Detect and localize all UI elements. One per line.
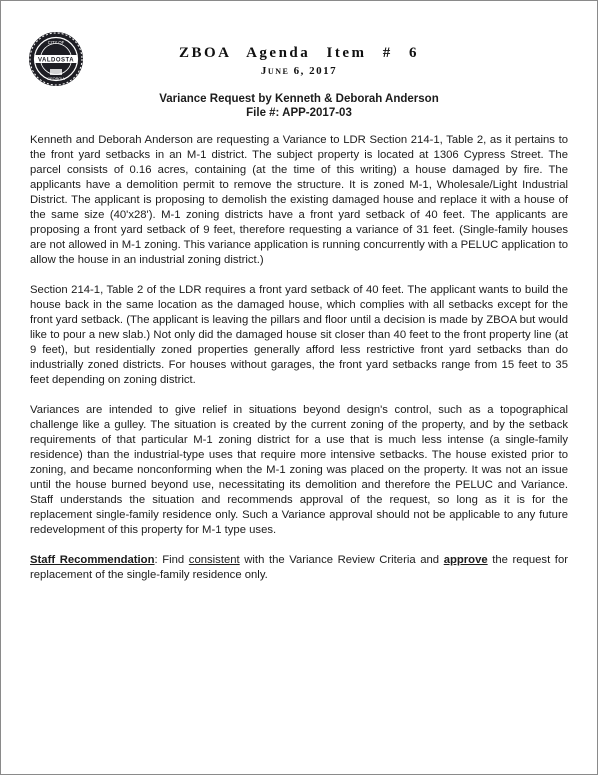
seal-banner-text: VALDOSTA bbox=[37, 57, 75, 64]
document-body bbox=[1, 133, 597, 583]
agenda-date: June 6, 2017 bbox=[260, 65, 338, 77]
recommendation-text-mid: with the Variance Review Criteria and bbox=[239, 554, 444, 566]
variance-request-subtitle: Variance Request by Kenneth & Deborah Anderson bbox=[159, 93, 439, 105]
agenda-item-title: ZBOA Agenda Item # 6 bbox=[178, 45, 419, 61]
paragraph-setback-analysis: Section 214-1, Table 2 of the LDR requires a front yard setback of 40 feet. The applicant wants to build the house back in the same location as the damaged house, which complies with all setbacks except for the front yard setback. (The applicant is leaving the pillars and floor until a decision is made by ZBOA but would like to pour a new slab.) Not only did the damaged house sit closer than 40 feet to the front property line (at 9 feet), but residentially zoned properties generally afford less restrictive front yard setbacks than do industrially zoned districts. For houses without garages, the front yard setbacks range from 15 feet to 35 feet depending on zoning district. bbox=[30, 284, 568, 386]
svg-text:CITY OF: CITY OF bbox=[47, 40, 65, 45]
file-number: File #: APP-2017-03 bbox=[246, 107, 352, 119]
svg-text:GEORGIA: GEORGIA bbox=[47, 77, 65, 81]
paragraph-variance-rationale: Variances are intended to give relief in situations beyond design's control, such as a topographical challenge like a gulley. The situation is created by the current zoning of the property, and by the setback requirements of that particular M-1 zoning district for a use that is much less intense (a single-family residence) than the industrial-type uses that require more intensive setbacks. The house existed prior to zoning, and became nonconforming when the M-1 zoning was placed on the property. It was not an issue until the house burned beyond use, necessitating its demolition and therefore the PELUC and Variance. Staff understands the situation and recommends approval of the request, so long as it is for the replacement single-family residence only. Such a Variance approval should not be applicable to any future redevelopment of this property for M-1 type uses. bbox=[30, 404, 568, 536]
recommendation-text-post: the request for replacement of the single-family residence only. bbox=[30, 554, 568, 581]
recommendation-text-pre: : Find bbox=[154, 554, 189, 566]
document-header bbox=[1, 1, 597, 119]
paragraph-request-summary: Kenneth and Deborah Anderson are requesting a Variance to LDR Section 214-1, Table 2, as it pertains to the front yard setbacks in an M-1 district. The subject property is located at 1306 Cypress Street. The parcel consists of 0.16 acres, containing (at the time of this writing) a house damaged by fire. The applicants have a demolition permit to remove the structure. It is zoned M-1, Wholesale/Light Industrial District. The applicant is proposing to demolish the existing damaged house and replace it with a house of the same size (40'x28'). M-1 zoning districts have a front yard setback of 40 feet. The applicants are proposing a front yard setback of 9 feet, therefore requesting a variance of 31 feet. (Single-family houses are not allowed in M-1 zoning. This variance application is running concurrently with a PELUC application to allow the house in an industrial zoning district.) bbox=[30, 134, 568, 266]
city-of-valdosta-seal-icon bbox=[28, 31, 84, 87]
staff-recommendation-label: Staff Recommendation bbox=[30, 554, 155, 566]
paragraph-staff-recommendation bbox=[30, 553, 568, 583]
recommendation-consistent-word: consistent bbox=[188, 554, 240, 566]
recommendation-approve-word: approve bbox=[443, 554, 488, 566]
